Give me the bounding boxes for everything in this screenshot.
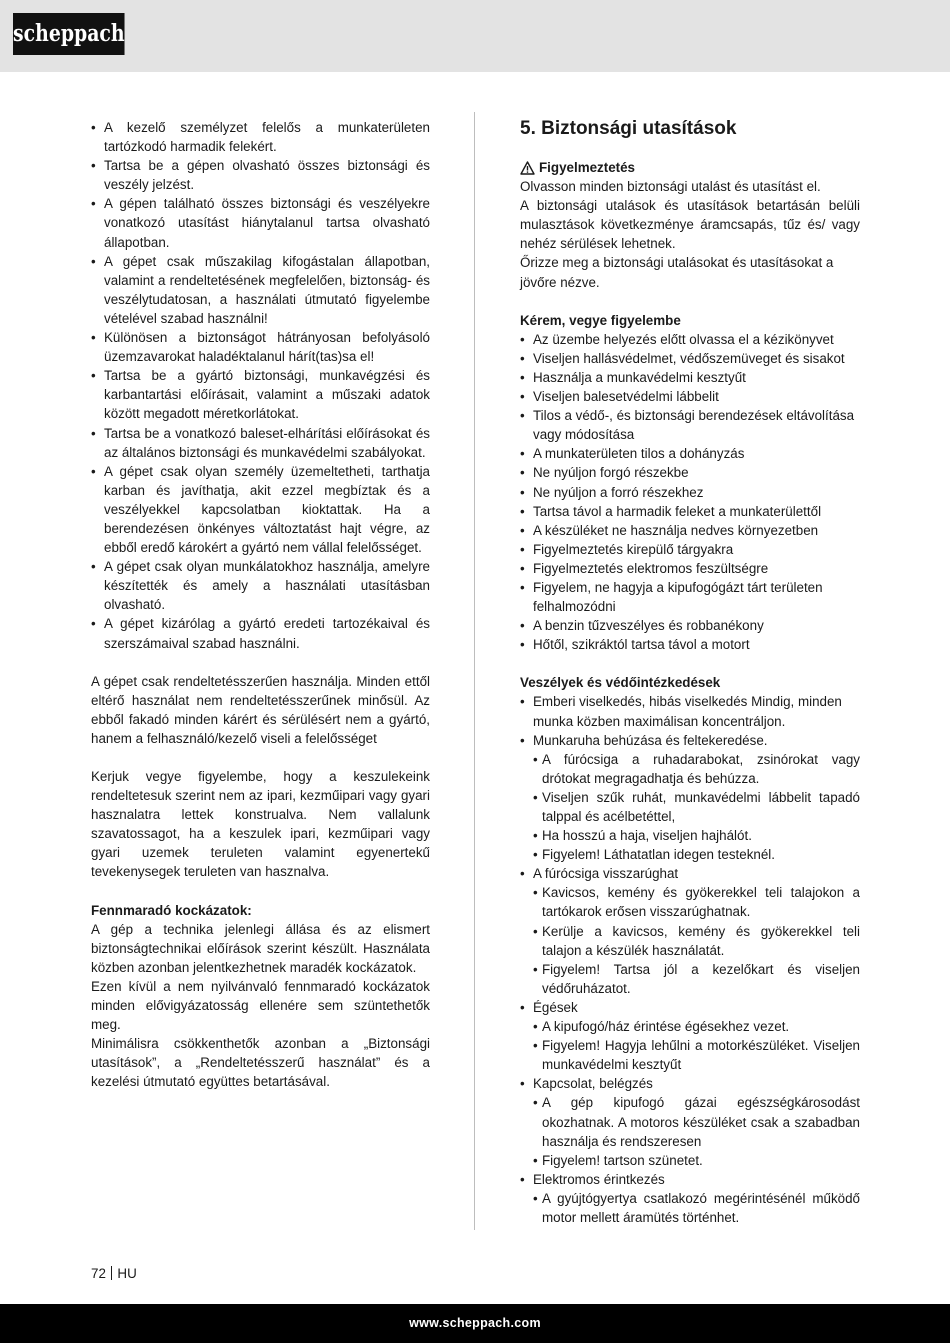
hazard-measure-item: • Kerülje a kavicsos, kemény és gyökerekkel teli talajon a készülék használatát. [533,922,860,960]
hazard-title: • Kapcsolat, belégzés [533,1076,653,1092]
operator-rule-item: • A gépet csak olyan munkálatokhoz használja, amelyre készítették és amely a használati utasításban olvasható. [91,557,430,614]
hazard-measure-item: • Figyelem! Hagyja lehűlni a motorkészüléket. Viseljen munkavédelmi kesztyűt [533,1036,860,1074]
hazards-list [520,692,860,1227]
hazard-measure-item: • A kipufogó/ház érintése égésekhez vezet. [533,1017,860,1036]
attention-item: • Viseljen hallásvédelmet, védőszemüveget és sisakot [520,349,860,368]
attention-item: • A munkaterületen tilos a dohányzás [520,444,860,463]
scheppach-logo: scheppach [13,13,125,55]
hazard-item [520,692,860,730]
operator-rule-item: • A gépet kizárólag a gyártó eredeti tartozékaival és szerszámaival szabad használni. [91,614,430,652]
hazard-measure-item: • Figyelem! tartson szünetet. [533,1151,860,1170]
hazard-measures-list [533,883,860,998]
operator-rule-item: • Tartsa be a vonatkozó baleset-elhárítási előírásokat és az általános biztonsági és munkavédelmi szabályokat. [91,424,430,462]
residual-risks-heading: Fennmaradó kockázatok: [91,902,252,918]
operator-rules-list [91,118,430,653]
operator-rule-item: • Tartsa be a gépen olvasható összes biztonsági és veszély jelzést. [91,156,430,194]
left-column [91,118,430,1092]
commercial-use-paragraph: Kerjuk vegye figyelembe, hogy a keszulekeink rendeltetesuk szerint nem az ipari, kezműipari vagy gyari hasznalatra lettek konstrualva. Nem vallalunk szavatossagot, ha a keszulek ipari, kezműipari vagy gyari uzemek teruleten valamint egyenertekű tevekenysegek teruleten van hasznalva. [91,769,430,880]
hazard-measure-item: • A fúrócsiga a ruhadarabokat, zsinórokat vagy drótokat megragadhatja és behúzza. [533,750,860,788]
hazard-measure-item: • Figyelem! Tartsa jól a kezelőkart és viseljen védőruházatot. [533,960,860,998]
operator-rule-item: • A gépen található összes biztonsági és veszélyekre vonatkozó utasítást hiánytalanul tartsa olvasható állapotban. [91,194,430,251]
warning-paragraph-3: Őrizze meg a biztonsági utalásokat és utasításokat a jövőre nézve. [520,255,834,290]
hazard-measure-item: • Viseljen szűk ruhát, munkavédelmi lábbelit tapadó talppal és acélbetéttel, [533,788,860,826]
operator-rule-item: • Különösen a biztonságot hátrányosan befolyásoló üzemzavarokat haladéktalanul hárít(tas)sa el! [91,328,430,366]
operator-rule-item: • A kezelő személyzet felelős a munkaterületen tartózkodó harmadik felekért. [91,118,430,156]
attention-item: • Az üzembe helyezés előtt olvassa el a kézikönyvet [520,330,860,349]
hazard-measure-item: • A gyújtógyertya csatlakozó megérintésénél működő motor mellett áramütés történhet. [533,1189,860,1227]
intended-use-paragraph: A gépet csak rendeltetésszerűen használja. Minden ettől eltérő használat nem rendeltetésszerűnek minősül. Az ebből fakadó minden kárért és sérülésért nem a gyártó, hanem a felhasználó/kezelő viseli a felelősséget [91,673,430,746]
hazard-title: • A fúrócsiga visszarúghat [533,866,679,882]
attention-item: • A benzin tűzveszélyes és robbanékony [520,616,860,635]
attention-item: • Használja a munkavédelmi kesztyűt [520,368,860,387]
hazard-item [520,1170,860,1227]
operator-rule-item: • A gépet csak olyan személy üzemeltetheti, tarthatja karban és javíthatja, akit ezzel megbíztak és a veszélyekkel kapcsolatban kioktattak. Ha a berendezésen önkényes változtatást hajt végre, az ebből eredő károkért a gyártó nem vállal felelősséget. [91,462,430,557]
hazard-title: • Elektromos érintkezés [533,1171,665,1187]
operator-rule-item: • Tartsa be a gyártó biztonsági, munkavégzési és karbantartási előírásait, valamint a műszaki adatok között megadott méretkorlátokat. [91,366,430,423]
hazard-title: • Munkaruha behúzása és feltekeredése. [533,732,768,748]
attention-heading: Kérem, vegye figyelembe [520,312,681,328]
operator-rule-item: • A gépet csak műszakilag kifogástalan állapotban, valamint a rendeltetésének megfelelően, biztonság- és veszélytudatosan, a használati útmutató figyelembe vételével szabad használni! [91,252,430,328]
footer-bar [0,1304,950,1343]
section-title: 5. Biztonsági utasítások [520,118,737,139]
page-header [0,0,950,72]
language-code: HU [117,1266,137,1281]
attention-item: • Figyelmeztetés kirepülő tárgyakra [520,540,860,559]
hazard-measure-item: • A gép kipufogó gázai egészségkárosodást okozhatnak. A motoros készüléket csak a szabadban használja és rendszeresen [533,1093,860,1150]
attention-item: • A készüléket ne használja nedves környezetben [520,521,860,540]
hazard-measure-item: • Kavicsos, kemény és gyökerekkel teli talajokon a tartókarok erősen visszarúghatnak. [533,883,860,921]
hazard-measures-list [533,1093,860,1169]
attention-item: • Hőtől, szikráktól tartsa távol a motort [520,635,860,654]
hazard-item [520,864,860,998]
hazard-item [520,731,860,865]
warning-paragraph-2: A biztonsági utalások és utasítások betartásán belüli mulasztások következménye áramcsapás, tűz és/ vagy nehéz sérülések lehetnek. [520,198,860,252]
attention-item: • Tilos a védő-, és biztonsági berendezések eltávolítása vagy módosítása [520,406,860,444]
hazard-item [520,1074,860,1169]
residual-risks-paragraph-1: A gép a technika jelenlegi állása és az elismert biztonságtechnikai előírások szerint készült. Használata közben azonban jelentkezhetnek maradék kockázatok. [91,921,430,975]
attention-item: • Tartsa távol a harmadik feleket a munkaterülettől [520,502,860,521]
page-footer-label [91,1265,137,1283]
hazard-measure-item: • Figyelem! Láthatatlan idegen testeknél. [533,845,860,864]
residual-risks-paragraph-2: Ezen kívül a nem nyilvánvaló fennmaradó kockázatok minden elővigyázatosság ellenére sem szüntethetők meg. [91,978,430,1033]
warning-heading [520,158,860,177]
footer-separator [111,1266,113,1280]
attention-item: • Figyelem, ne hagyja a kipufogógázt tárt területen felhalmozódni [520,578,860,616]
warning-triangle-icon [520,161,535,175]
attention-item: • Figyelmeztetés elektromos feszültségre [520,559,860,578]
page-number: 72 [91,1266,106,1281]
hazards-heading: Veszélyek és védőintézkedések [520,675,721,691]
hazard-title: • Égések [533,999,578,1015]
website-link[interactable]: www.scheppach.com [409,1316,541,1330]
hazard-item [520,998,860,1074]
hazard-measures-list [533,750,860,865]
hazard-measure-item: • Ha hosszú a haja, viseljen hajhálót. [533,826,860,845]
attention-item: • Ne nyúljon forgó részekbe [520,463,860,482]
column-divider [474,112,475,1230]
attention-item: • Ne nyúljon a forró részekhez [520,483,860,502]
hazard-measures-list [533,1017,860,1074]
attention-item: • Viseljen balesetvédelmi lábbelit [520,387,860,406]
warning-paragraph-1: Olvasson minden biztonsági utalást és utasítást el. [520,179,821,195]
attention-list [520,330,860,655]
hazard-measures-list [533,1189,860,1227]
hazard-title: • Emberi viselkedés, hibás viselkedés Mindig, minden munka közben maximálisan koncentráljon. [533,694,842,729]
warning-label: Figyelmeztetés [539,160,636,175]
right-column [520,118,860,1227]
residual-risks-paragraph-3: Minimálisra csökkenthetők azonban a „Biztonsági utasítások”, a „Rendeltetésszerű használat” és a kezelési útmutató együttes betartásával. [91,1036,430,1090]
